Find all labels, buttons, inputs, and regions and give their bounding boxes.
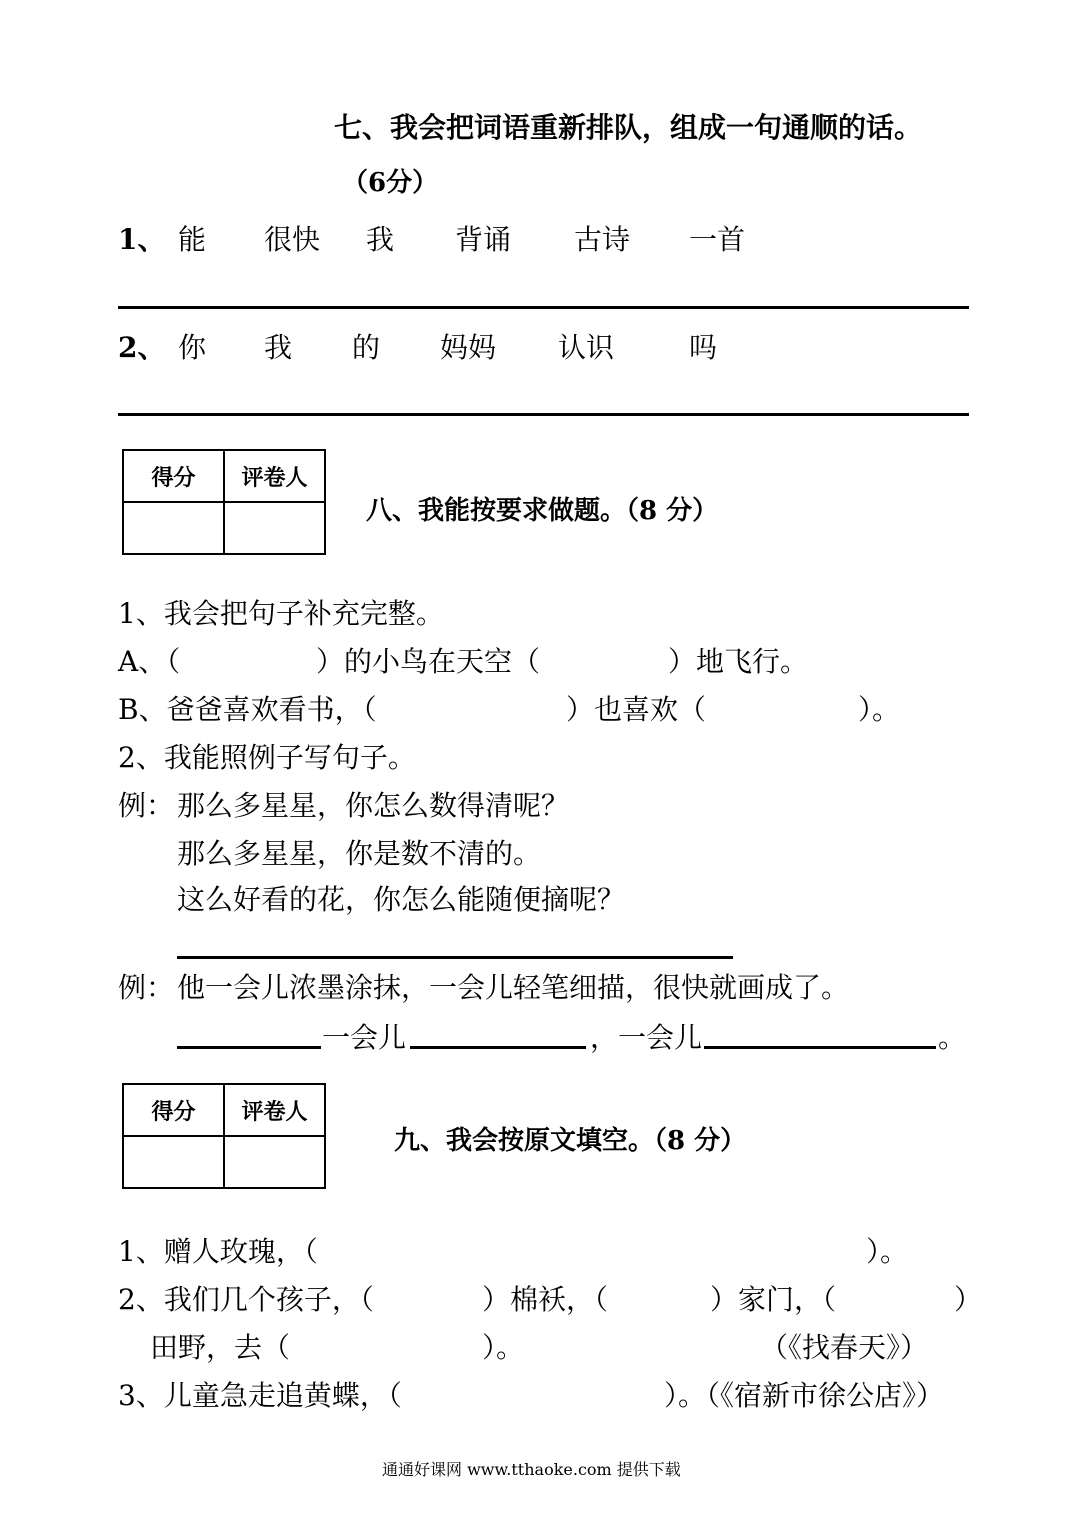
fill-end: 。: [938, 1021, 967, 1054]
q1-word: 能: [178, 223, 207, 256]
section7-title: 七、我会把词语重新排队，组成一句通顺的话。: [334, 111, 923, 144]
q2-word: 妈妈: [440, 331, 497, 364]
example-label: 例：: [118, 971, 175, 1004]
s8-b-mid: ）也喜欢（: [566, 693, 707, 726]
q1-word: 一首: [689, 223, 746, 256]
answer-line-2[interactable]: [118, 413, 969, 416]
example-sentence: 他一会儿浓墨涂抹，一会儿轻笔细描，很快就画成了。: [177, 971, 850, 1004]
q2-word: 认识: [558, 331, 615, 364]
example-sentence: 那么多星星，你怎么数得清呢？: [177, 789, 570, 822]
fill-text: 一会儿: [322, 1021, 407, 1054]
s9-q3-start: 3、儿童急走追黄蝶，（: [118, 1379, 402, 1412]
s8-a-mid: ）的小鸟在天空（: [316, 645, 541, 678]
s9-q3-end: ）。（《宿新市徐公店》）: [664, 1379, 945, 1412]
s9-q1-end: ）。: [866, 1235, 909, 1268]
q2-word: 你: [178, 331, 207, 364]
q1-word: 很快: [264, 223, 321, 256]
q2-word: 的: [352, 331, 381, 364]
score-table: [122, 1083, 326, 1189]
s8-b-end: ）。: [858, 693, 901, 726]
answer-line-1[interactable]: [118, 306, 969, 309]
q2-number: 2、: [118, 331, 166, 364]
q2-word: 我: [264, 331, 293, 364]
prompt-sentence: 这么好看的花，你怎么能随便摘呢？: [177, 883, 626, 916]
s9-q2-b: ）棉袄，（: [482, 1283, 609, 1316]
footer-text: 通通好课网 www.tthaoke.com 提供下载: [382, 1460, 681, 1479]
score-label: 得分: [123, 450, 224, 502]
s8-q2-heading: 2、我能照例子写句子。: [118, 741, 416, 774]
section7-score: （6分）: [342, 168, 439, 198]
example-label: 例：: [118, 789, 175, 822]
section8-title: 八、我能按要求做题。（8 分）: [366, 496, 719, 526]
s8-a-end: ）地飞行。: [668, 645, 809, 678]
grader-label: 评卷人: [224, 1084, 325, 1136]
s9-q1-start: 1、赠人玫瑰，（: [118, 1235, 318, 1268]
s8-b-prefix: B、爸爸喜欢看书，（: [118, 693, 377, 726]
q2-word: 吗: [689, 331, 718, 364]
q1-word: 我: [366, 223, 395, 256]
s9-q2-line2-start: 田野，去（: [150, 1331, 291, 1364]
example-sentence: 那么多星星，你是数不清的。: [177, 837, 542, 870]
grader-cell[interactable]: [224, 502, 325, 554]
s9-q2-line2-end: ）。: [482, 1331, 525, 1364]
s9-q2-c: ）家门，（: [710, 1283, 837, 1316]
score-cell[interactable]: [123, 1136, 224, 1188]
s9-q2-source: （《找春天》）: [760, 1331, 929, 1364]
fill-blank[interactable]: [177, 1046, 321, 1049]
answer-line-3[interactable]: [177, 956, 733, 959]
q1-number: 1、: [118, 223, 166, 256]
score-table: [122, 449, 326, 555]
s8-a-prefix: A、（: [118, 645, 181, 678]
grader-cell[interactable]: [224, 1136, 325, 1188]
q1-word: 古诗: [574, 223, 631, 256]
fill-text: ，一会儿: [590, 1021, 703, 1054]
score-cell[interactable]: [123, 502, 224, 554]
fill-blank[interactable]: [410, 1046, 586, 1049]
s8-q1-heading: 1、我会把句子补充完整。: [118, 597, 444, 630]
fill-blank[interactable]: [704, 1046, 936, 1049]
section9-title: 九、我会按原文填空。（8 分）: [394, 1126, 747, 1156]
score-label: 得分: [123, 1084, 224, 1136]
s9-q2-d: ）: [954, 1283, 983, 1316]
grader-label: 评卷人: [224, 450, 325, 502]
s9-q2-start: 2、我们几个孩子，（: [118, 1283, 374, 1316]
q1-word: 背诵: [455, 223, 512, 256]
